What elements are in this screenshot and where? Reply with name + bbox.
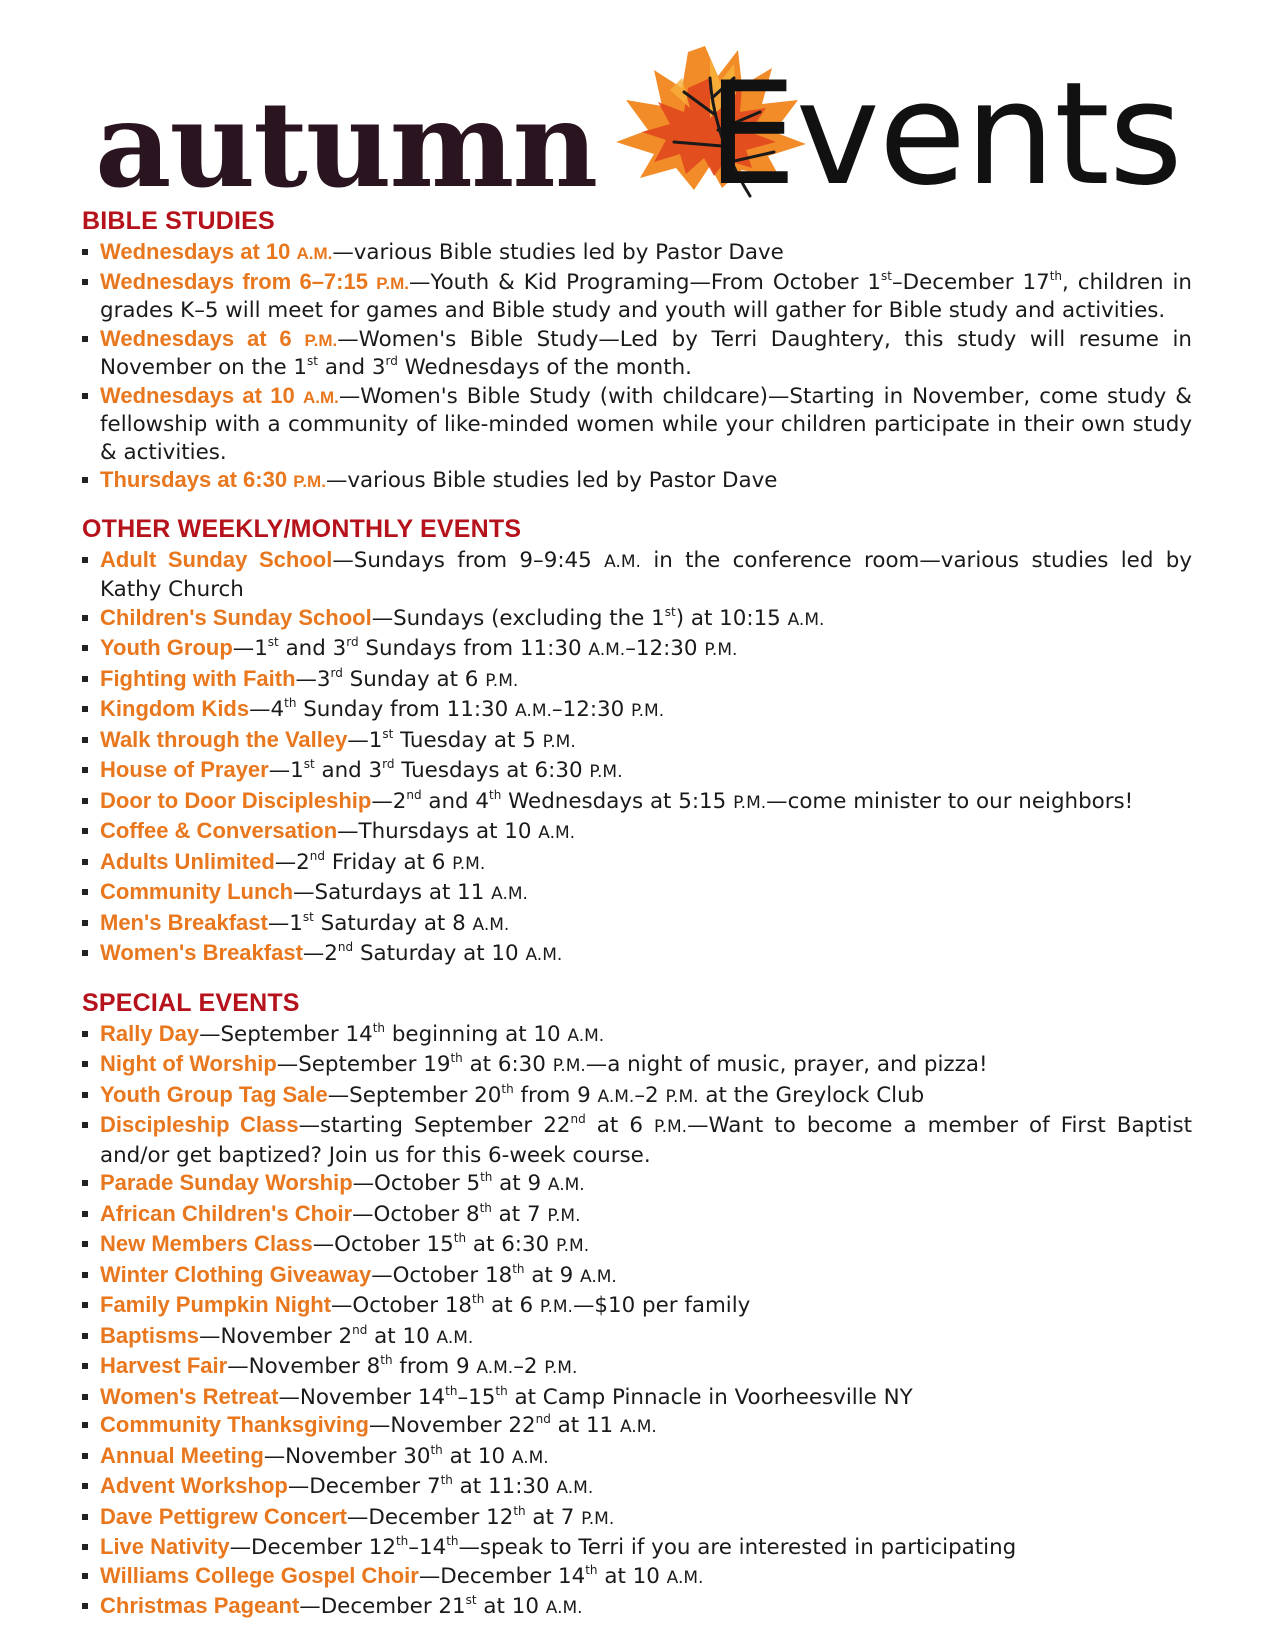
bullet-icon	[82, 706, 88, 712]
event-item	[82, 939, 1192, 970]
event-item	[82, 1322, 1192, 1353]
event-description: —October 18th at 9 A.M.	[371, 1261, 617, 1288]
bullet-icon	[82, 859, 88, 865]
event-item	[82, 1472, 1192, 1503]
event-name: Dave Pettigrew Concert	[100, 1503, 347, 1529]
event-name: Baptisms	[100, 1322, 200, 1348]
event-name: Adults Unlimited	[100, 848, 275, 874]
bullet-icon	[82, 279, 88, 285]
event-description: —starting September 22nd at 6 P.M.—Want to become a member of First Baptist and/or get baptized? Join us for this 6-week course.	[100, 1112, 1192, 1168]
event-name: Community Lunch	[100, 879, 294, 904]
bullet-icon	[82, 1031, 88, 1037]
event-name: Community Thanksgiving	[100, 1412, 369, 1437]
event-description: —December 12th at 7 P.M.	[346, 1503, 615, 1530]
event-description: —1st and 3rd Sundays from 11:30 A.M.–12:30 P.M.	[232, 635, 738, 661]
event-description: —September 14th beginning at 10 A.M.	[199, 1020, 605, 1047]
event-list	[82, 238, 1192, 496]
event-item	[82, 1261, 1192, 1292]
event-description: —December 12th–14th—speak to Terri if you are interested in participating	[229, 1534, 1017, 1560]
event-item	[82, 1200, 1192, 1231]
event-name: New Members Class	[100, 1231, 313, 1256]
bullet-icon	[82, 477, 88, 483]
event-item	[82, 1081, 1192, 1112]
event-description: —Thursdays at 10 A.M.	[337, 819, 576, 844]
bullet-icon	[82, 1363, 88, 1369]
bullet-icon	[82, 1241, 88, 1247]
event-item	[82, 1291, 1192, 1322]
header	[95, 38, 1185, 217]
event-name: Youth Group Tag Sale	[100, 1081, 328, 1107]
event-description: —October 5th at 9 A.M.	[352, 1170, 585, 1196]
event-item	[82, 1050, 1192, 1081]
event-list	[82, 546, 1192, 970]
event-description: —2nd Friday at 6 P.M.	[274, 848, 486, 875]
bullet-icon	[82, 828, 88, 834]
event-name: Women's Breakfast	[100, 940, 303, 965]
bullet-icon	[82, 889, 88, 895]
bullet-icon	[82, 920, 88, 926]
title-events: Events	[707, 52, 1182, 217]
bullet-icon	[82, 1272, 88, 1278]
bullet-icon	[82, 557, 88, 563]
event-item	[82, 268, 1192, 325]
event-description: —1st Tuesday at 5 P.M.	[347, 726, 576, 753]
bullet-icon	[82, 645, 88, 651]
section	[82, 988, 1192, 1623]
event-item	[82, 1169, 1192, 1200]
event-name: Kingdom Kids	[100, 696, 250, 721]
event-item	[82, 695, 1192, 726]
bullet-icon	[82, 1603, 88, 1609]
event-name: Fighting with Faith	[100, 665, 296, 691]
event-item	[82, 634, 1192, 665]
event-description: —Women's Bible Study (with childcare)—Starting in November, come study & fellowship with a community of like-minded women while your children participate in their own study & activities.	[100, 383, 1192, 465]
event-name: Wednesdays from 6–7:15 P.M.	[100, 268, 409, 294]
bullet-icon	[82, 336, 88, 342]
event-name: Wednesdays at 10 A.M.	[100, 382, 339, 408]
event-description: —various Bible studies led by Pastor Dave	[332, 240, 784, 265]
event-name: House of Prayer	[100, 757, 269, 782]
event-item	[82, 1230, 1192, 1261]
bullet-icon	[82, 1092, 88, 1098]
event-description: —November 8th from 9 A.M.–2 P.M.	[227, 1353, 578, 1379]
event-name: Christmas Pageant	[100, 1593, 300, 1618]
event-name: Winter Clothing Giveaway	[100, 1261, 372, 1287]
event-item	[82, 909, 1192, 940]
bullet-icon	[82, 1573, 88, 1579]
event-description: —November 30th at 10 A.M.	[263, 1442, 549, 1469]
bullet-icon	[82, 767, 88, 773]
event-item	[82, 466, 1192, 496]
event-description: —Sundays (excluding the 1st) at 10:15 A.M.	[371, 604, 825, 631]
event-description: —November 14th–15th at Camp Pinnacle in Voorheesville NY	[278, 1383, 913, 1410]
event-name: Walk through the Valley	[100, 726, 348, 752]
event-item	[82, 1111, 1192, 1169]
event-name: Family Pumpkin Night	[100, 1292, 332, 1317]
event-item	[82, 546, 1192, 604]
event-description: —4th Sunday from 11:30 A.M.–12:30 P.M.	[249, 696, 665, 722]
event-name: Night of Worship	[100, 1051, 277, 1076]
title-autumn: autumn	[95, 75, 597, 214]
event-name: Rally Day	[100, 1020, 200, 1046]
event-name: Harvest Fair	[100, 1353, 228, 1378]
bullet-icon	[82, 249, 88, 255]
event-name: Adult Sunday School	[100, 546, 333, 572]
event-description: —October 15th at 6:30 P.M.	[312, 1231, 590, 1257]
event-description: —September 19th at 6:30 P.M.—a night of music, prayer, and pizza!	[276, 1051, 988, 1077]
event-name: Wednesdays at 10 A.M.	[100, 239, 333, 264]
event-item	[82, 665, 1192, 696]
event-description: —1st and 3rd Tuesdays at 6:30 P.M.	[268, 757, 623, 783]
section-heading: BIBLE STUDIES	[82, 207, 275, 235]
section-heading: OTHER WEEKLY/MONTHLY EVENTS	[82, 514, 522, 543]
bullet-icon	[82, 676, 88, 682]
event-item	[82, 1020, 1192, 1051]
event-description: —November 2nd at 10 A.M.	[199, 1322, 474, 1349]
event-name: Men's Breakfast	[100, 909, 268, 935]
event-name: Annual Meeting	[100, 1442, 264, 1468]
event-listing	[82, 206, 1192, 1641]
event-description: —November 22nd at 11 A.M.	[368, 1412, 657, 1438]
event-description: —Women's Bible Study—Led by Terri Daughtery, this study will resume in November on the 1st and 3rd Wednesdays of the month.	[100, 326, 1192, 380]
bullet-icon	[82, 1544, 88, 1550]
event-item	[82, 756, 1192, 787]
event-description: —December 14th at 10 A.M.	[418, 1562, 704, 1589]
event-item	[82, 1592, 1192, 1623]
bullet-icon	[82, 950, 88, 956]
event-item	[82, 726, 1192, 757]
event-name: Williams College Gospel Choir	[100, 1562, 419, 1588]
event-description: —December 7th at 11:30 A.M.	[287, 1473, 594, 1499]
event-name: Children's Sunday School	[100, 604, 372, 630]
event-name: Discipleship Class	[100, 1112, 299, 1137]
event-description: —3rd Sunday at 6 P.M.	[295, 665, 519, 692]
event-name: Door to Door Discipleship	[100, 787, 372, 813]
bullet-icon	[82, 393, 88, 399]
event-item	[82, 1442, 1192, 1473]
event-description: —October 8th at 7 P.M.	[352, 1200, 581, 1227]
bullet-icon	[82, 1302, 88, 1308]
bullet-icon	[82, 737, 88, 743]
bullet-icon	[82, 1514, 88, 1520]
event-description: —December 21st at 10 A.M.	[299, 1593, 583, 1619]
event-name: Thursdays at 6:30 P.M.	[100, 467, 326, 492]
event-name: Wednesdays at 6 P.M.	[100, 325, 338, 351]
bullet-icon	[82, 1061, 88, 1067]
event-item	[82, 325, 1192, 382]
bullet-icon	[82, 1211, 88, 1217]
event-item	[82, 848, 1192, 879]
event-description: —2nd Saturday at 10 A.M.	[302, 940, 563, 966]
event-description: —Saturdays at 11 A.M.	[293, 880, 528, 905]
event-item	[82, 817, 1192, 848]
event-item	[82, 604, 1192, 635]
event-item	[82, 1411, 1192, 1442]
bullet-icon	[82, 1453, 88, 1459]
bullet-icon	[82, 1394, 88, 1400]
event-item	[82, 1383, 1192, 1412]
event-description: —Youth & Kid Programing—From October 1st–December 17th, children in grades K–5 will meet for games and Bible study and youth will gather for Bible study and activities.	[100, 268, 1192, 323]
section	[82, 206, 1192, 496]
bullet-icon	[82, 1483, 88, 1489]
bullet-icon	[82, 1422, 88, 1428]
event-description: —various Bible studies led by Pastor Dave	[325, 468, 778, 493]
event-description: —October 18th at 6 P.M.—$10 per family	[331, 1292, 751, 1318]
event-list	[82, 1020, 1192, 1623]
event-name: Parade Sunday Worship	[100, 1170, 353, 1195]
event-name: Youth Group	[100, 635, 233, 660]
event-item	[82, 1352, 1192, 1383]
bullet-icon	[82, 1180, 88, 1186]
event-name: Coffee & Conversation	[100, 818, 338, 843]
event-item	[82, 1503, 1192, 1534]
event-item	[82, 1533, 1192, 1562]
event-name: Advent Workshop	[100, 1473, 288, 1498]
event-name: Women's Retreat	[100, 1383, 279, 1409]
event-name: African Children's Choir	[100, 1200, 353, 1226]
bullet-icon	[82, 615, 88, 621]
bullet-icon	[82, 798, 88, 804]
event-item	[82, 1562, 1192, 1593]
section-heading: SPECIAL EVENTS	[82, 988, 300, 1017]
event-description: —1st Saturday at 8 A.M.	[267, 909, 510, 936]
event-description: —Sundays from 9–9:45 A.M. in the conference room—various studies led by Kathy Church	[100, 547, 1192, 602]
section	[82, 514, 1192, 970]
event-name: Live Nativity	[100, 1534, 230, 1559]
event-description: —2nd and 4th Wednesdays at 5:15 P.M.—come minister to our neighbors!	[371, 787, 1134, 814]
event-item	[82, 382, 1192, 467]
event-item	[82, 238, 1192, 268]
event-item	[82, 787, 1192, 818]
bullet-icon	[82, 1333, 88, 1339]
event-description: —September 20th from 9 A.M.–2 P.M. at the Greylock Club	[327, 1081, 925, 1108]
event-item	[82, 878, 1192, 909]
bullet-icon	[82, 1122, 88, 1128]
